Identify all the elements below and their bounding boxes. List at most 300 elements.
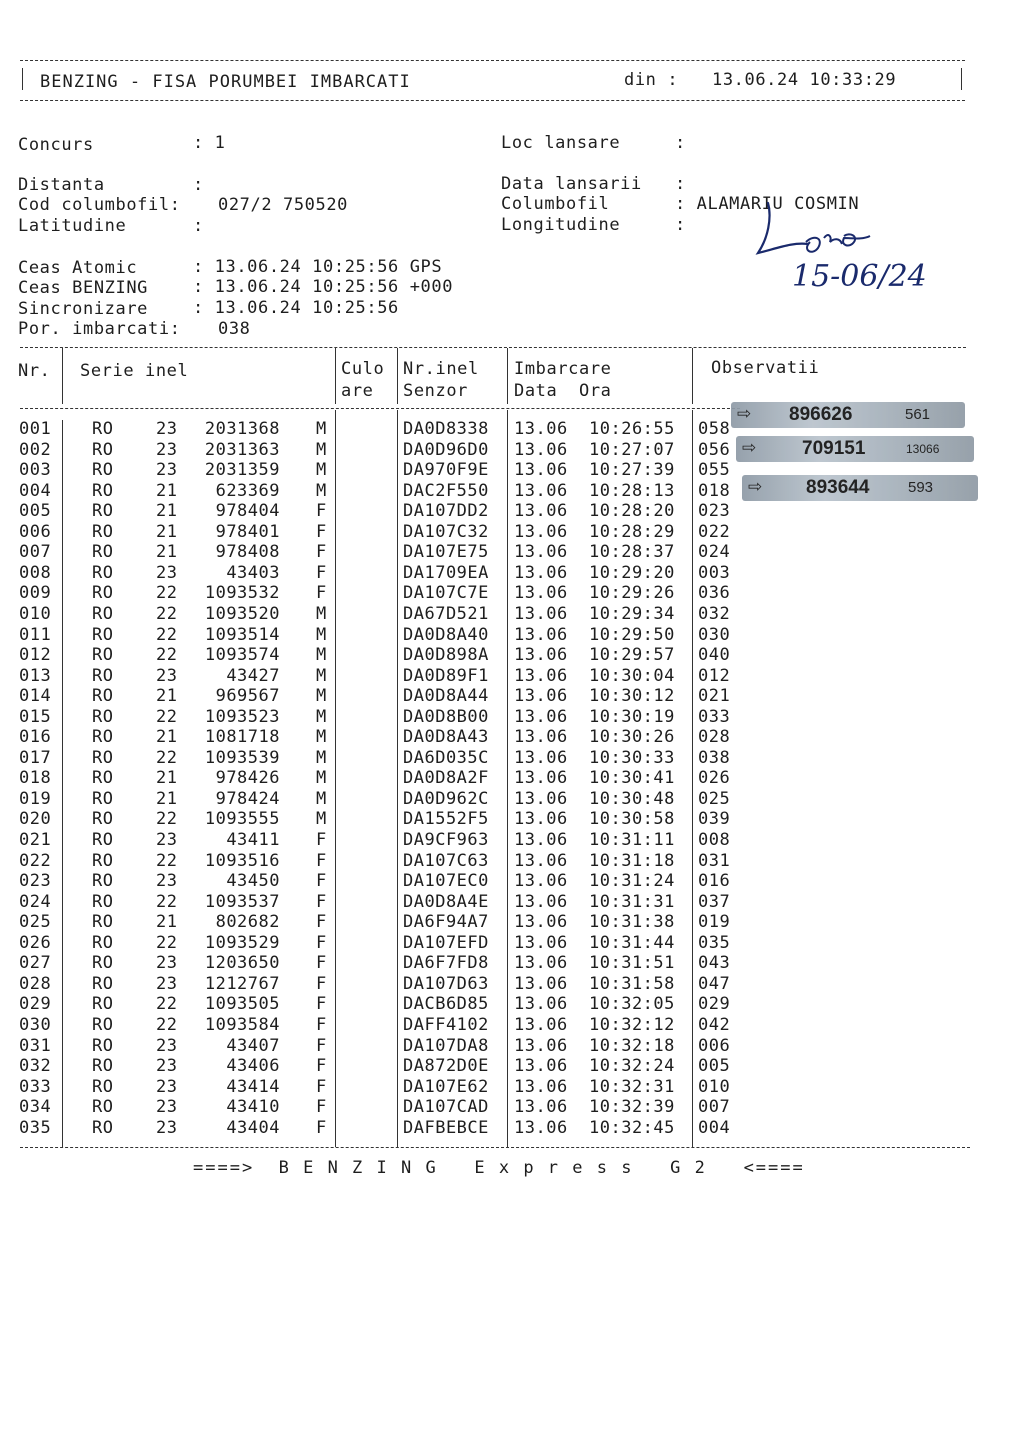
table-row: [0, 1097, 760, 1117]
row-sensor-id: DA0D8A4E: [403, 891, 489, 912]
row-time: 10:31:31: [589, 891, 675, 912]
row-time: 10:30:04: [589, 665, 675, 686]
row-observatii: 026: [698, 768, 731, 789]
row-date: 13.06: [514, 480, 568, 501]
row-country: RO: [92, 891, 114, 912]
row-year: 21: [156, 480, 178, 501]
row-country: RO: [92, 788, 114, 809]
row-ring-number: 978408: [215, 542, 280, 563]
row-time: 10:29:50: [589, 624, 675, 645]
row-ring-number: 1093584: [204, 1014, 280, 1035]
row-observatii: 055: [698, 460, 731, 481]
row-date: 13.06: [514, 1076, 568, 1097]
row-time: 10:31:58: [589, 973, 675, 994]
row-time: 10:31:51: [589, 953, 675, 974]
row-ring-number: 43450: [226, 871, 280, 892]
porumbei-imbarcati-value: 038: [218, 319, 251, 339]
row-year: 21: [156, 727, 178, 748]
row-country: RO: [92, 521, 114, 542]
row-ring-number: 1093537: [204, 891, 280, 912]
row-number: 026: [19, 932, 52, 953]
row-date: 13.06: [514, 1097, 568, 1118]
row-observatii: 030: [698, 624, 731, 645]
row-number: 027: [19, 953, 52, 974]
row-time: 10:27:07: [589, 439, 675, 460]
row-sex: F: [316, 850, 327, 871]
row-number: 008: [19, 562, 52, 583]
row-time: 10:32:24: [589, 1056, 675, 1077]
columbofil-value: : ALAMARIU COSMIN: [675, 194, 860, 214]
row-number: 024: [19, 891, 52, 912]
col-divider-senzor: [507, 348, 508, 404]
row-time: 10:32:18: [589, 1035, 675, 1056]
columbofil-label: Columbofil: [501, 194, 610, 214]
row-number: 031: [19, 1035, 52, 1056]
row-sensor-id: DA107DA8: [403, 1035, 489, 1056]
col-header-culoare-2: are: [341, 381, 374, 401]
row-country: RO: [92, 542, 114, 563]
row-time: 10:30:12: [589, 686, 675, 707]
distanta-label: Distanta: [18, 175, 105, 195]
row-number: 014: [19, 686, 52, 707]
row-ring-number: 1093532: [204, 583, 280, 604]
row-ring-number: 1093574: [204, 645, 280, 666]
table-row: [0, 974, 760, 994]
row-observatii: 019: [698, 912, 731, 933]
row-ring-number: 43427: [226, 665, 280, 686]
longitudine-value: :: [675, 215, 686, 235]
row-time: 10:28:13: [589, 480, 675, 501]
row-country: RO: [92, 624, 114, 645]
row-time: 10:26:55: [589, 419, 675, 439]
ring-sticker: [736, 436, 974, 462]
row-date: 13.06: [514, 788, 568, 809]
row-ring-number: 969567: [215, 686, 280, 707]
row-year: 23: [156, 1117, 178, 1138]
row-year: 22: [156, 645, 178, 666]
row-number: 032: [19, 1056, 52, 1077]
row-year: 21: [156, 686, 178, 707]
row-country: RO: [92, 768, 114, 789]
header-bottom-rule: [20, 100, 965, 101]
row-number: 020: [19, 809, 52, 830]
header-top-rule: [20, 60, 965, 61]
row-time: 10:28:37: [589, 542, 675, 563]
concurs-value: : 1: [193, 133, 226, 153]
table-row: [0, 522, 760, 542]
row-country: RO: [92, 727, 114, 748]
row-observatii: 037: [698, 891, 731, 912]
row-ring-number: 1093516: [204, 850, 280, 871]
table-row: [0, 871, 760, 891]
row-country: RO: [92, 480, 114, 501]
row-sex: M: [316, 624, 327, 645]
table-row: [0, 892, 760, 912]
row-country: RO: [92, 1014, 114, 1035]
row-year: 23: [156, 871, 178, 892]
row-sensor-id: DA107E75: [403, 542, 489, 563]
row-date: 13.06: [514, 932, 568, 953]
row-sensor-id: DA0D898A: [403, 645, 489, 666]
porumbei-imbarcati-label: Por. imbarcati:: [18, 319, 181, 339]
row-date: 13.06: [514, 809, 568, 830]
row-time: 10:29:20: [589, 562, 675, 583]
row-sex: M: [316, 686, 327, 707]
row-date: 13.06: [514, 501, 568, 522]
row-number: 022: [19, 850, 52, 871]
row-date: 13.06: [514, 624, 568, 645]
table-row: [0, 789, 760, 809]
row-sensor-id: DAFF4102: [403, 1014, 489, 1035]
row-year: 22: [156, 809, 178, 830]
row-sex: F: [316, 994, 327, 1015]
row-observatii: 032: [698, 603, 731, 624]
table-row: [0, 933, 760, 953]
row-sensor-id: DA107DD2: [403, 501, 489, 522]
row-country: RO: [92, 871, 114, 892]
row-time: 10:28:20: [589, 501, 675, 522]
row-date: 13.06: [514, 521, 568, 542]
row-country: RO: [92, 501, 114, 522]
row-sex: F: [316, 501, 327, 522]
row-time: 10:30:58: [589, 809, 675, 830]
row-date: 13.06: [514, 768, 568, 789]
row-number: 001: [19, 419, 52, 439]
table-row: [0, 440, 760, 460]
row-number: 005: [19, 501, 52, 522]
table-row: [0, 727, 760, 747]
table-bottom-rule: [20, 1147, 970, 1148]
row-ring-number: 43403: [226, 562, 280, 583]
col-header-nrinel-1: Nr.inel: [403, 359, 479, 379]
row-country: RO: [92, 583, 114, 604]
row-date: 13.06: [514, 912, 568, 933]
row-number: 002: [19, 439, 52, 460]
row-year: 23: [156, 562, 178, 583]
row-observatii: 016: [698, 871, 731, 892]
row-date: 13.06: [514, 439, 568, 460]
row-observatii: 012: [698, 665, 731, 686]
row-year: 22: [156, 850, 178, 871]
row-sex: F: [316, 830, 327, 850]
table-header-rule: [20, 408, 740, 409]
row-date: 13.06: [514, 1035, 568, 1056]
row-time: 10:29:26: [589, 583, 675, 604]
row-observatii: 043: [698, 953, 731, 974]
row-sensor-id: DA1552F5: [403, 809, 489, 830]
row-number: 017: [19, 747, 52, 768]
row-ring-number: 978426: [215, 768, 280, 789]
table-row: [0, 809, 760, 829]
table-row: [0, 1036, 760, 1056]
row-country: RO: [92, 850, 114, 871]
sincronizare-value: : 13.06.24 10:25:56: [193, 298, 399, 318]
row-observatii: 018: [698, 480, 731, 501]
table-row: [0, 501, 760, 521]
table-row: [0, 563, 760, 583]
row-sensor-id: DAFBEBCE: [403, 1117, 489, 1138]
table-row: [0, 542, 760, 562]
row-ring-number: 2031368: [204, 419, 280, 439]
sticker-number: 709151: [802, 438, 866, 459]
row-date: 13.06: [514, 891, 568, 912]
row-time: 10:30:48: [589, 788, 675, 809]
row-sensor-id: DAC2F550: [403, 480, 489, 501]
row-date: 13.06: [514, 871, 568, 892]
row-sex: F: [316, 1014, 327, 1035]
row-country: RO: [92, 1076, 114, 1097]
row-observatii: 042: [698, 1014, 731, 1035]
row-sensor-id: DA0D89F1: [403, 665, 489, 686]
row-sex: F: [316, 932, 327, 953]
ceas-atomic-value: : 13.06.24 10:25:56 GPS: [193, 257, 443, 277]
row-observatii: 036: [698, 583, 731, 604]
row-observatii: 006: [698, 1035, 731, 1056]
col-header-serie-inel: Serie inel: [80, 361, 189, 381]
ring-sticker: [731, 402, 965, 428]
row-country: RO: [92, 439, 114, 460]
cod-columbofil-value: 027/2 750520: [218, 195, 349, 215]
row-sex: M: [316, 788, 327, 809]
row-time: 10:32:05: [589, 994, 675, 1015]
table-row: [0, 686, 760, 706]
row-number: 012: [19, 645, 52, 666]
row-date: 13.06: [514, 727, 568, 748]
row-ring-number: 43407: [226, 1035, 280, 1056]
row-number: 016: [19, 727, 52, 748]
row-date: 13.06: [514, 747, 568, 768]
row-year: 21: [156, 768, 178, 789]
table-row: [0, 481, 760, 501]
row-country: RO: [92, 1056, 114, 1077]
row-date: 13.06: [514, 686, 568, 707]
row-country: RO: [92, 1097, 114, 1118]
row-observatii: 047: [698, 973, 731, 994]
row-year: 21: [156, 912, 178, 933]
row-time: 10:31:18: [589, 850, 675, 871]
row-sex: F: [316, 953, 327, 974]
row-ring-number: 43410: [226, 1097, 280, 1118]
row-sensor-id: DACB6D85: [403, 994, 489, 1015]
row-ring-number: 1093539: [204, 747, 280, 768]
row-sensor-id: DA107C63: [403, 850, 489, 871]
loc-lansare-value: :: [675, 133, 686, 153]
row-observatii: 010: [698, 1076, 731, 1097]
row-sensor-id: DA107D63: [403, 973, 489, 994]
row-time: 10:27:39: [589, 460, 675, 481]
row-year: 22: [156, 747, 178, 768]
row-country: RO: [92, 747, 114, 768]
row-ring-number: 1093514: [204, 624, 280, 645]
row-sensor-id: DA970F9E: [403, 460, 489, 481]
concurs-label: Concurs: [18, 135, 94, 155]
row-sensor-id: DA6F94A7: [403, 912, 489, 933]
row-time: 10:31:11: [589, 830, 675, 850]
row-ring-number: 2031363: [204, 439, 280, 460]
row-time: 10:30:41: [589, 768, 675, 789]
row-sensor-id: DA6F7FD8: [403, 953, 489, 974]
row-number: 023: [19, 871, 52, 892]
row-sensor-id: DA0D8A40: [403, 624, 489, 645]
latitudine-value: :: [193, 216, 204, 236]
row-ring-number: 2031359: [204, 460, 280, 481]
row-year: 23: [156, 1097, 178, 1118]
row-ring-number: 978424: [215, 788, 280, 809]
table-row: [0, 768, 760, 788]
row-observatii: 007: [698, 1097, 731, 1118]
row-date: 13.06: [514, 542, 568, 563]
table-row: [0, 583, 760, 603]
row-number: 018: [19, 768, 52, 789]
row-year: 23: [156, 665, 178, 686]
cod-columbofil-label: Cod columbofil:: [18, 195, 181, 215]
table-row: [0, 748, 760, 768]
col-divider-nr: [62, 348, 63, 404]
row-time: 10:32:45: [589, 1117, 675, 1138]
row-sex: M: [316, 419, 327, 439]
col-header-observatii: Observatii: [711, 358, 820, 378]
row-observatii: 033: [698, 706, 731, 727]
row-sensor-id: DA0D8338: [403, 419, 489, 439]
data-lansarii-value: :: [675, 174, 686, 194]
row-ring-number: 1093505: [204, 994, 280, 1015]
col-header-nr: Nr.: [18, 361, 51, 381]
row-sensor-id: DA0D96D0: [403, 439, 489, 460]
row-number: 010: [19, 603, 52, 624]
table-row: [0, 1077, 760, 1097]
row-date: 13.06: [514, 665, 568, 686]
col-header-nrinel-2: Senzor: [403, 381, 469, 401]
row-ring-number: 978404: [215, 501, 280, 522]
table-row: [0, 953, 760, 973]
row-sex: F: [316, 583, 327, 604]
table-row: [0, 912, 760, 932]
table-row: [0, 419, 760, 439]
row-year: 23: [156, 419, 178, 439]
table-row: [0, 645, 760, 665]
header-right-rule: [961, 68, 962, 90]
row-number: 034: [19, 1097, 52, 1118]
row-year: 23: [156, 953, 178, 974]
handwritten-signature: [748, 198, 988, 298]
row-country: RO: [92, 953, 114, 974]
row-sex: F: [316, 562, 327, 583]
row-time: 10:32:31: [589, 1076, 675, 1097]
row-sex: M: [316, 645, 327, 666]
row-date: 13.06: [514, 645, 568, 666]
row-year: 22: [156, 583, 178, 604]
table-row: [0, 830, 760, 850]
row-sex: M: [316, 727, 327, 748]
row-year: 21: [156, 501, 178, 522]
row-observatii: 022: [698, 521, 731, 542]
row-year: 23: [156, 460, 178, 481]
table-row: [0, 604, 760, 624]
row-sex: F: [316, 871, 327, 892]
row-country: RO: [92, 706, 114, 727]
row-number: 029: [19, 994, 52, 1015]
row-time: 10:31:24: [589, 871, 675, 892]
row-sensor-id: DA107EFD: [403, 932, 489, 953]
row-sensor-id: DA107C32: [403, 521, 489, 542]
row-number: 035: [19, 1117, 52, 1138]
row-sensor-id: DA872D0E: [403, 1056, 489, 1077]
table-row: [0, 994, 760, 1014]
row-sensor-id: DA6D035C: [403, 747, 489, 768]
row-observatii: 035: [698, 932, 731, 953]
col-divider-imbarcare: [692, 348, 693, 404]
row-observatii: 023: [698, 501, 731, 522]
row-ring-number: 1093529: [204, 932, 280, 953]
row-number: 025: [19, 912, 52, 933]
row-sensor-id: DA1709EA: [403, 562, 489, 583]
row-time: 10:32:39: [589, 1097, 675, 1118]
row-date: 13.06: [514, 953, 568, 974]
row-time: 10:28:29: [589, 521, 675, 542]
row-sex: F: [316, 973, 327, 994]
table-row: [0, 666, 760, 686]
row-time: 10:32:12: [589, 1014, 675, 1035]
row-country: RO: [92, 1035, 114, 1056]
table-row: [0, 1056, 760, 1076]
row-date: 13.06: [514, 1117, 568, 1138]
row-number: 003: [19, 460, 52, 481]
sticker-suffix: 13066: [906, 442, 940, 456]
data-lansarii-label: Data lansarii: [501, 174, 642, 194]
row-observatii: 028: [698, 727, 731, 748]
row-year: 23: [156, 830, 178, 850]
row-sex: M: [316, 603, 327, 624]
row-sex: M: [316, 747, 327, 768]
row-date: 13.06: [514, 830, 568, 850]
row-sensor-id: DA0D962C: [403, 788, 489, 809]
row-number: 011: [19, 624, 52, 645]
row-date: 13.06: [514, 419, 568, 439]
report-date-label: din :: [624, 70, 679, 90]
row-sex: F: [316, 1117, 327, 1138]
row-ring-number: 43406: [226, 1056, 280, 1077]
row-country: RO: [92, 645, 114, 666]
row-country: RO: [92, 686, 114, 707]
row-date: 13.06: [514, 562, 568, 583]
ceas-benzing-value: : 13.06.24 10:25:56 +000: [193, 277, 454, 297]
row-ring-number: 1203650: [204, 953, 280, 974]
row-sensor-id: DA107E62: [403, 1076, 489, 1097]
row-sex: M: [316, 706, 327, 727]
row-time: 10:30:26: [589, 727, 675, 748]
row-observatii: 031: [698, 850, 731, 871]
row-sex: F: [316, 891, 327, 912]
row-ring-number: 623369: [215, 480, 280, 501]
row-sex: M: [316, 768, 327, 789]
col-header-culoare-1: Culo: [341, 359, 385, 379]
row-number: 019: [19, 788, 52, 809]
row-ring-number: 1093555: [204, 809, 280, 830]
row-observatii: 058: [698, 419, 731, 439]
row-date: 13.06: [514, 994, 568, 1015]
row-date: 13.06: [514, 850, 568, 871]
row-country: RO: [92, 562, 114, 583]
col-divider-culoare: [397, 348, 398, 404]
row-year: 22: [156, 624, 178, 645]
row-ring-number: 1093520: [204, 603, 280, 624]
row-sensor-id: DA0D8A43: [403, 727, 489, 748]
row-time: 10:31:44: [589, 932, 675, 953]
row-sensor-id: DA9CF963: [403, 830, 489, 850]
table-row: [0, 851, 760, 871]
row-time: 10:31:38: [589, 912, 675, 933]
col-header-imbarcare-1: Imbarcare: [514, 359, 612, 379]
